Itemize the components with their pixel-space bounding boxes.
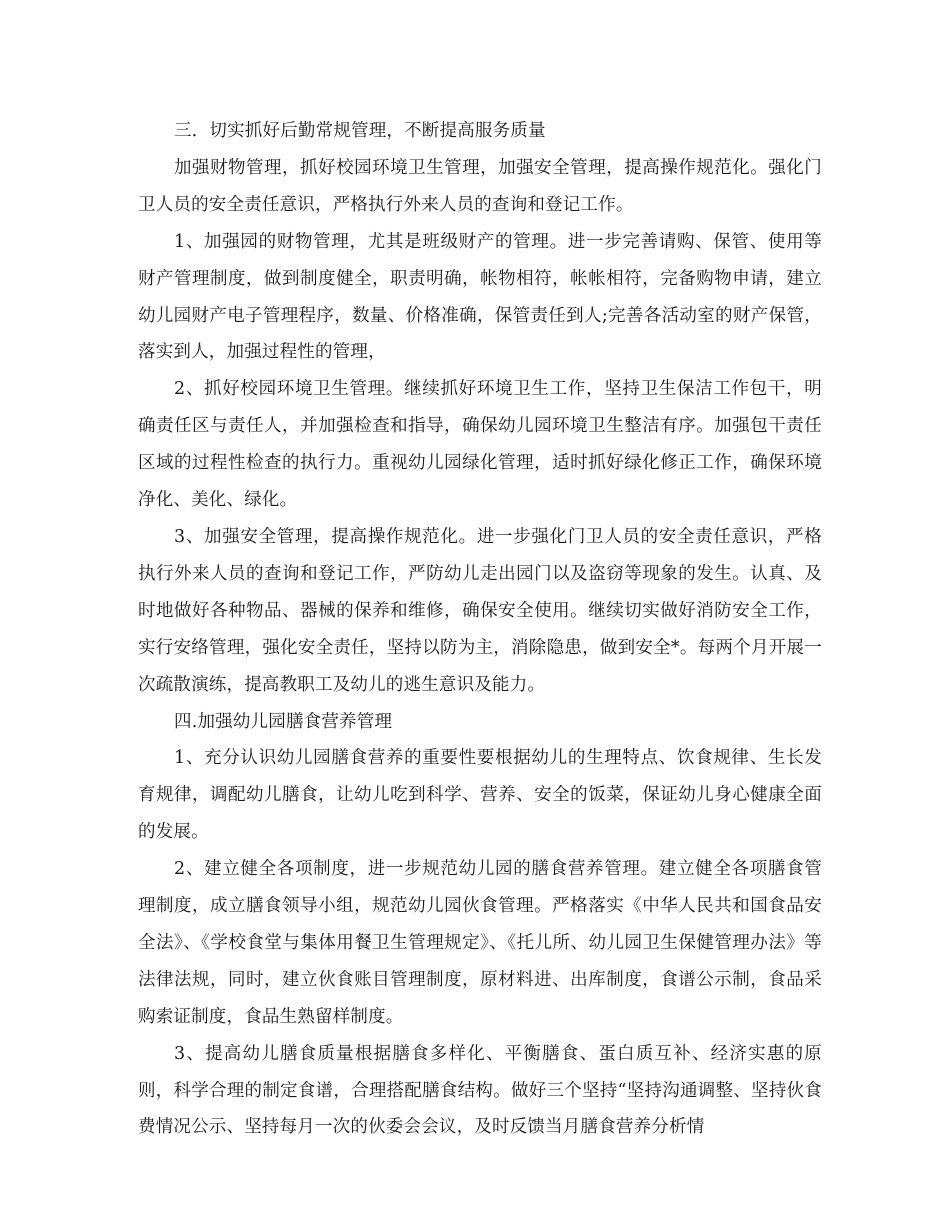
section-heading-4: 四.加强幼儿园膳食营养管理 (174, 711, 393, 732)
paragraph: 加强财物管理，抓好校园环境卫生管理，加强安全管理，提高操作规范化。强化门卫人员的安全责任意识，严格执行外来人员的查询和登记工作。 (138, 157, 822, 215)
paragraph: 3、加强安全管理，提高操作规范化。进一步强化门卫人员的安全责任意识，严格执行外来人员的查询和登记工作，严防幼儿走出园门以及盗窃等现象的发生。认真、及时地做好各种物品、器械的保养和维修，确保安全使用。继续切实做好消防安全工作，实行安络管理，强化安全责任，坚持以防为主，消除隐患，做到安全*。每两个月开展一次疏散演练，提高教职工及幼儿的逃生意识及能力。 (138, 526, 822, 695)
section-heading-3: 三．切实抓好后勤常规管理，不断提高服务质量 (174, 121, 546, 141)
paragraph: 3、提高幼儿膳食质量根据膳食多样化、平衡膳食、蛋白质互补、经济实惠的原则，科学合理的制定食谱，合理搭配膳食结构。做好三个坚持“坚持沟通调整、坚持伙食费情况公示、坚持每月一次的伙委会会议，及时反馈当月膳食营养分析情 (138, 1043, 822, 1138)
paragraph: 2、建立健全各项制度，进一步规范幼儿园的膳食营养管理。建立健全各项膳食管理制度，成立膳食领导小组，规范幼儿园伙食管理。严格落实《中华人民共和国食品安全法》、《学校食堂与集体用餐卫生管理规定》、《托儿所、幼儿园卫生保健管理办法》等法律法规，同时，建立伙食账目管理制度，原材料进、出库制度，食谱公示制，食品采购索证制度，食品生熟留样制度。 (138, 859, 822, 1027)
document-body (138, 113, 822, 1146)
paragraph: 1、充分认识幼儿园膳食营养的重要性要根据幼儿的生理特点、饮食规律、生长发育规律，调配幼儿膳食，让幼儿吃到科学、营养、安全的饭菜，保证幼儿身心健康全面的发展。 (138, 748, 822, 843)
paragraph: 1、加强园的财物管理，尤其是班级财产的管理。进一步完善请购、保管、使用等财产管理制度，做到制度健全，职责明确，帐物相符，帐帐相符，完备购物申请，建立幼儿园财产电子管理程序，数量、价格准确，保管责任到人;完善各活动室的财产保管，落实到人，加强过程性的管理， (138, 231, 822, 363)
paragraph: 2、抓好校园环境卫生管理。继续抓好环境卫生工作，坚持卫生保洁工作包干，明确责任区与责任人，并加强检查和指导，确保幼儿园环境卫生整洁有序。加强包干责任区域的过程性检查的执行力。重视幼儿园绿化管理，适时抓好绿化修正工作，确保环境净化、美化、绿化。 (138, 379, 822, 511)
